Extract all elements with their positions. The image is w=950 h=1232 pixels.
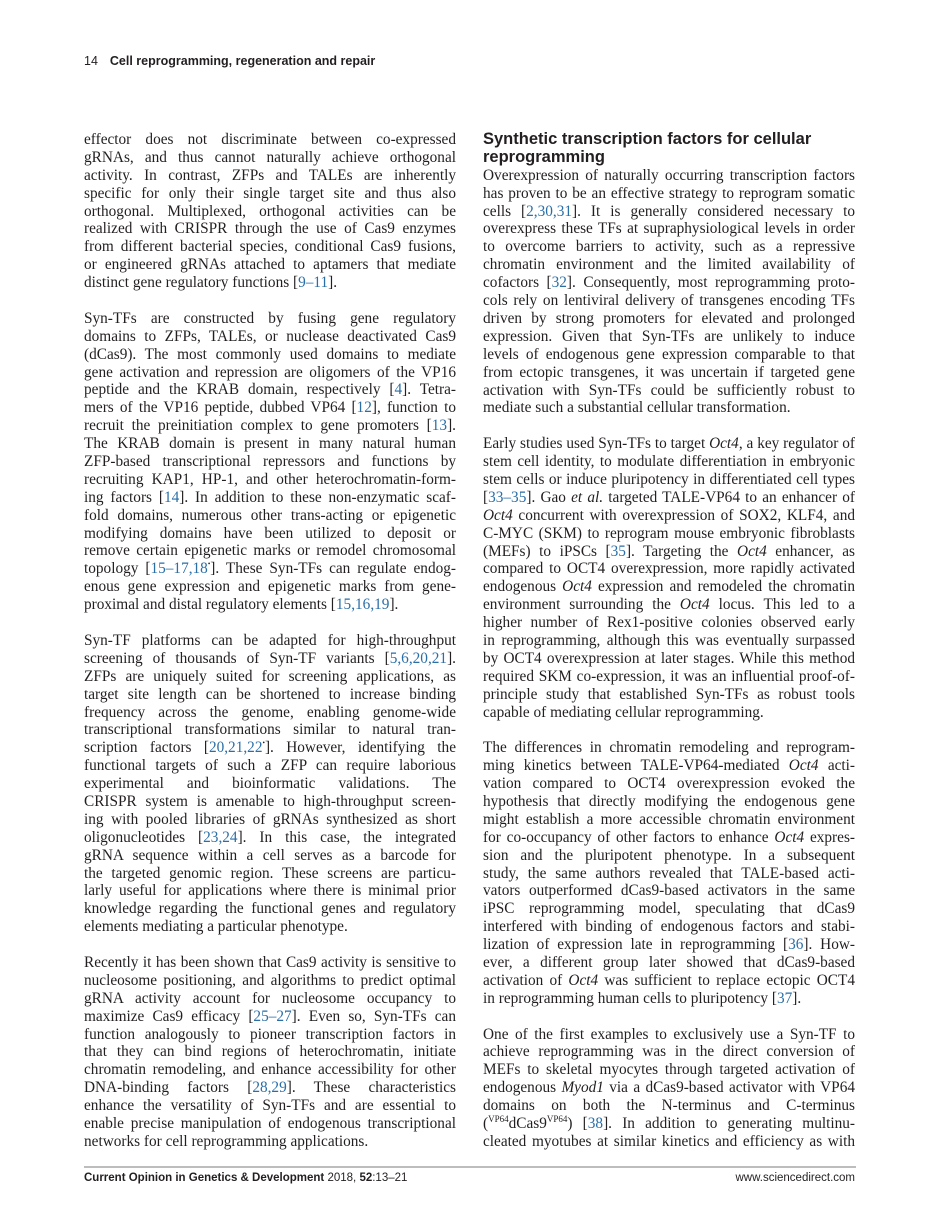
text-line: recruit the preinitiation complex to gene promoters [13]. [84, 417, 456, 435]
text-line: enable precise manipulation of endogenous transcriptional [84, 1114, 456, 1132]
text-line: has proven to be an effective strategy to reprogram somatic [483, 184, 855, 202]
italic-term: Oct4 [709, 435, 739, 453]
text-line: maximize Cas9 efficacy [25–27]. Even so, Syn-TFs can [84, 1007, 456, 1025]
text-line: knowledge regarding the functional genes and regulatory [84, 900, 456, 918]
text-line: frequency across the genome, enabling genome-wide [84, 703, 456, 721]
text-line: capable of mediating cellular reprogramming. [483, 703, 764, 721]
paragraph-spacer [84, 936, 456, 954]
text-line: function analogously to pioneer transcription factors in [84, 1025, 456, 1043]
paragraph-spacer [84, 614, 456, 632]
text-line: mers of the VP16 peptide, dubbed VP64 [12], function to [84, 399, 456, 417]
text-line: or engineered gRNAs attached to aptamers that mediate [84, 256, 456, 274]
text-line: Overexpression of naturally occurring transcription factors [483, 166, 855, 184]
text-line: driven by strong promoters for elevated and prolonged [483, 309, 855, 327]
text-line: environment surrounding the Oct4 locus. This led to a [483, 596, 856, 614]
left-column [84, 131, 456, 1151]
text-line: DNA-binding factors [28,29]. These characteristics [84, 1079, 456, 1097]
text-line: The differences in chromatin remodeling and reprogram- [483, 739, 855, 757]
text-line: gRNA activity account for nucleosome occupancy to [84, 989, 456, 1007]
paragraph-spacer [84, 292, 456, 310]
citation-link[interactable]: 28,29 [252, 1079, 287, 1097]
italic-term: Oct4 [788, 757, 819, 775]
text-line: functional targets of such a ZFP can require laborious [84, 757, 456, 775]
text-line: enous gene expression and epigenetic marks from gene- [84, 578, 456, 596]
text-line: (MEFs) to iPSCs [35]. Targeting the Oct4 enhancer, as [483, 542, 855, 560]
text-line: Recently it has been shown that Cas9 activity is sensitive to [84, 953, 456, 971]
text-line: from ectopic transgenes, it was uncertain if targeted gene [483, 363, 855, 381]
website-link[interactable]: www.sciencedirect.com [735, 1172, 855, 1184]
text-line: expression. Given that Syn-TFs are unlikely to induce [483, 327, 855, 345]
recommended-marker: • [262, 739, 265, 748]
superscript: VP64 [488, 1114, 509, 1125]
text-line: levels of endogenous gene expression comparable to that [483, 345, 855, 363]
citation-link[interactable]: 13 [431, 417, 448, 435]
text-line: Early studies used Syn-TFs to target Oct4, a key regulator of [483, 435, 855, 453]
text-line: scription factors [20,21,22•]. However, identifying the [84, 739, 456, 757]
text-line: hypothesis that directly modifying the endogenous gene [483, 792, 855, 810]
text-line: activity. In contrast, ZFPs and TALEs are inherently [84, 166, 456, 184]
text-line: cofactors [32]. Consequently, most reprogramming proto- [483, 274, 855, 292]
text-line: activation of Oct4 was sufficient to replace ectopic OCT4 [483, 971, 855, 989]
text-line: interfered with binding of endogenous factors and stabi- [483, 918, 855, 936]
text-line: from different bacterial species, conditional Cas9 fusions, [84, 238, 456, 256]
text-line: ming kinetics between TALE-VP64-mediated Oct4 acti- [483, 757, 856, 775]
text-line: transcriptional transformations similar to natural tran- [84, 721, 456, 739]
text-line: higher number of Rex1-positive colonies observed early [483, 614, 855, 632]
text-line: endogenous Oct4 expression and remodeled the chromatin [483, 578, 855, 596]
text-line: ever, a different group later showed that dCas9-based [483, 954, 855, 971]
text-line: recruiting KAP1, HP-1, and other heterochromatin-form- [84, 470, 456, 488]
text-line: orthogonal. Multiplexed, orthogonal activities can be [84, 202, 456, 220]
journal-citation [84, 1172, 407, 1184]
text-line: MEFs to skeletal myocytes through targeted activation of [483, 1061, 855, 1079]
citation-link[interactable]: 37 [776, 989, 793, 1007]
citation-link[interactable]: 32 [551, 274, 567, 292]
text-line: modifying domains have been utilized to deposit or [84, 524, 456, 542]
section-heading-line: Synthetic transcription factors for cellular [483, 130, 812, 148]
citation-link[interactable]: 38 [587, 1115, 604, 1133]
journal-year: 2018, [324, 1172, 360, 1184]
paragraph [84, 632, 456, 936]
text-line: overexpress these TFs at supraphysiological levels in order [483, 220, 855, 238]
citation-link[interactable]: 25–27 [253, 1007, 292, 1025]
journal-name: Current Opinion in Genetics & Development [84, 1172, 325, 1184]
text-line: gRNA sequence within a cell serves as a barcode for [84, 846, 456, 864]
text-line: oligonucleotides [23,24]. In this case, the integrated [84, 828, 456, 846]
text-line: iPSC reprogramming model, speculating that dCas9 [483, 900, 855, 918]
text-line: topology [15–17,18•]. These Syn-TFs can regulate endog- [84, 560, 456, 578]
superscript: VP64 [546, 1114, 568, 1125]
text-line: enhance the versatility of Syn-TFs and are essential to [84, 1097, 456, 1115]
text-line: in reprogramming human cells to pluripotency [37]. [483, 989, 802, 1007]
text-line: distinct gene regulatory functions [9–11]. [84, 274, 338, 292]
citation-link[interactable]: 14 [163, 488, 180, 506]
page-number: 14 [84, 54, 98, 68]
text-line: effector does not discriminate between co-expressed [84, 131, 456, 148]
running-header [84, 54, 375, 68]
text-line: cells [2,30,31]. It is generally considered necessary to [483, 202, 855, 220]
text-line: elements mediating a particular phenotype. [84, 918, 348, 936]
citation-link[interactable]: 36 [788, 936, 804, 954]
citation-link[interactable]: 2,30,31 [526, 202, 573, 220]
paragraph [483, 435, 855, 721]
italic-term: Oct4 [774, 828, 805, 846]
text-line: cols rely on lentiviral delivery of transgenes encoding TFs [483, 292, 855, 310]
paragraph-spacer [483, 417, 855, 435]
journal-volume: 52 [359, 1172, 373, 1184]
italic-term: Oct4 [679, 596, 710, 614]
text-line: gRNAs, and thus cannot naturally achieve orthogonal [84, 148, 456, 166]
text-line: mediate such a substantial cellular transformation. [483, 399, 791, 417]
citation-link[interactable]: 9–11 [298, 274, 329, 292]
italic-term: Myod1 [561, 1079, 604, 1097]
paragraph-spacer [483, 721, 855, 739]
text-line: vation compared to OCT4 overexpression evoked the [483, 775, 855, 793]
text-line: achieve reprogramming was in the direct conversion of [483, 1043, 855, 1061]
italic-term: Oct4 [562, 578, 592, 596]
text-line: Oct4 concurrent with overexpression of SOX2, KLF4, and [483, 506, 855, 524]
text-line: sion and the pluripotent phenotype. In a subsequent [483, 846, 855, 864]
text-line: $(^{VP64}dCas9^{VP64})$ [38]. In addition to generating multinu- [483, 1114, 855, 1133]
citation-link[interactable]: 35 [610, 542, 626, 560]
text-line: screening of thousands of Syn-TF variants [5,6,20,21]. [84, 649, 456, 667]
text-line: The KRAB domain is present in many natural human [84, 435, 456, 453]
italic-term: Oct4 [483, 506, 513, 524]
text-line: stem cell identity, to modulate differentiation in embryonic [483, 453, 855, 471]
text-line: to overcome barriers to activity, such as a repressive [483, 238, 855, 256]
recommended-marker: • [207, 560, 211, 569]
text-line: chromatin environment and the limited availability of [483, 256, 855, 274]
text-line: chromatin remodeling, and enhance accessibility for other [84, 1061, 456, 1079]
right-column [483, 131, 855, 1151]
section-title: Cell reprogramming, regeneration and repair [109, 54, 376, 68]
text-line: nucleosome positioning, and algorithms to predict optimal [84, 971, 456, 989]
text-line: target site length can be shortened to increase binding [84, 685, 456, 703]
text-line: ZFPs are uniquely suited for screening applications, as [84, 667, 456, 685]
paragraph [84, 131, 456, 292]
text-line: remove certain epigenetic marks or remodel chromosomal [84, 542, 456, 560]
text-line: study, the same authors revealed that TALE-based acti- [483, 864, 855, 882]
text-line: the targeted genomic region. These screens are particu- [84, 864, 456, 882]
text-line: fold domains, numerous other trans-acting or epigenetic [84, 506, 456, 524]
citation-link[interactable]: 20,21,22 [208, 739, 263, 757]
text-line: specific for only their single target site and thus also [84, 184, 456, 202]
citation-link[interactable]: 15,16,19 [335, 596, 390, 614]
text-line: Syn-TFs are constructed by fusing gene regulatory [84, 309, 456, 327]
paragraph [483, 1026, 855, 1151]
paragraph [84, 954, 456, 1151]
text-line: in reprogramming, although this was eventually surpassed [483, 631, 855, 649]
text-line: One of the first examples to exclusively use a Syn-TF to [483, 1025, 855, 1043]
citation-link[interactable]: 23,24 [203, 828, 238, 846]
text-line: realized with CRISPR through the use of Cas9 enzymes [84, 220, 456, 238]
text-line: domains on both the N-terminus and C-terminus [483, 1097, 855, 1115]
text-line: C-MYC (SKM) to reprogram mouse embryonic fibroblasts [483, 524, 855, 542]
text-line: activation with Syn-TFs could be sufficiently robust to [483, 381, 855, 399]
paragraph [483, 739, 855, 1007]
text-line: stem cells or induce pluripotency in differentiated cell types [483, 470, 855, 488]
paragraph [483, 167, 855, 417]
section-heading-line: reprogramming [483, 147, 605, 166]
section-heading [483, 131, 855, 167]
citation-link[interactable]: 5,6,20,21 [389, 649, 448, 667]
text-line: ing with pooled libraries of gRNAs synthesized as short [84, 810, 456, 828]
citation-link[interactable]: 12 [356, 399, 372, 417]
footer-divider [84, 1166, 856, 1168]
text-line: might establish a more accessible chromatin environment [483, 810, 855, 828]
text-line: Syn-TF platforms can be adapted for high-throughput [84, 631, 456, 649]
italic-term: Oct4 [737, 542, 767, 560]
text-line: experimental and bioinformatic validations. The [84, 775, 456, 793]
text-line: ing factors [14]. In addition to these non-enzymatic scaf- [84, 488, 456, 506]
citation-link[interactable]: 15–17,18 [150, 560, 208, 578]
text-line: principle study that established Syn-TFs as robust tools [483, 685, 855, 703]
paragraph-spacer [483, 1008, 855, 1026]
citation-link[interactable]: 4 [394, 381, 403, 399]
text-line: ZFP-based transcriptional repressors and functions by [84, 453, 456, 471]
text-line: cleated myotubes at similar kinetics and efficiency as with [483, 1132, 855, 1150]
text-line: peptide and the KRAB domain, respectively [4]. Tetra- [84, 381, 456, 399]
italic-term: Oct4 [568, 971, 599, 989]
right-column-body [483, 167, 855, 1151]
text-line: (dCas9). The most commonly used domains to mediate [84, 345, 456, 363]
text-line: larly useful for applications where there is minimal prior [84, 882, 456, 900]
text-line: required SKM co-expression, it was an influential proof-of- [483, 667, 855, 685]
text-line: vators outperformed dCas9-based activators in the same [483, 882, 855, 900]
text-line: that they can bind regions of heterochromatin, initiate [84, 1043, 456, 1061]
text-line: domains to ZFPs, TALEs, or nuclease deactivated Cas9 [84, 327, 456, 345]
text-line: by OCT4 overexpression at later stages. While this method [483, 649, 855, 667]
text-line: endogenous Myod1 via a dCas9-based activator with VP64 [483, 1079, 855, 1097]
journal-pages: :13–21 [372, 1172, 408, 1184]
text-line: CRISPR system is amenable to high-throughput screen- [84, 792, 456, 810]
text-line: compared to OCT4 overexpression, more rapidly activated [483, 560, 855, 578]
text-line: lization of expression late in reprogramming [36]. How- [483, 936, 855, 954]
text-line: for co-occupancy of other factors to enhance Oct4 expres- [483, 828, 855, 846]
paragraph [84, 310, 456, 614]
text-line: proximal and distal regulatory elements [15,16,19]. [84, 596, 399, 614]
text-line: gene activation and repression are oligomers of the VP16 [84, 363, 456, 381]
italic-term: et al. [571, 488, 604, 506]
text-line: [33–35]. Gao et al. targeted TALE-VP64 to an enhancer of [483, 488, 855, 506]
text-line: networks for cell reprogramming applications. [84, 1132, 369, 1150]
citation-link[interactable]: 33–35 [488, 488, 527, 506]
